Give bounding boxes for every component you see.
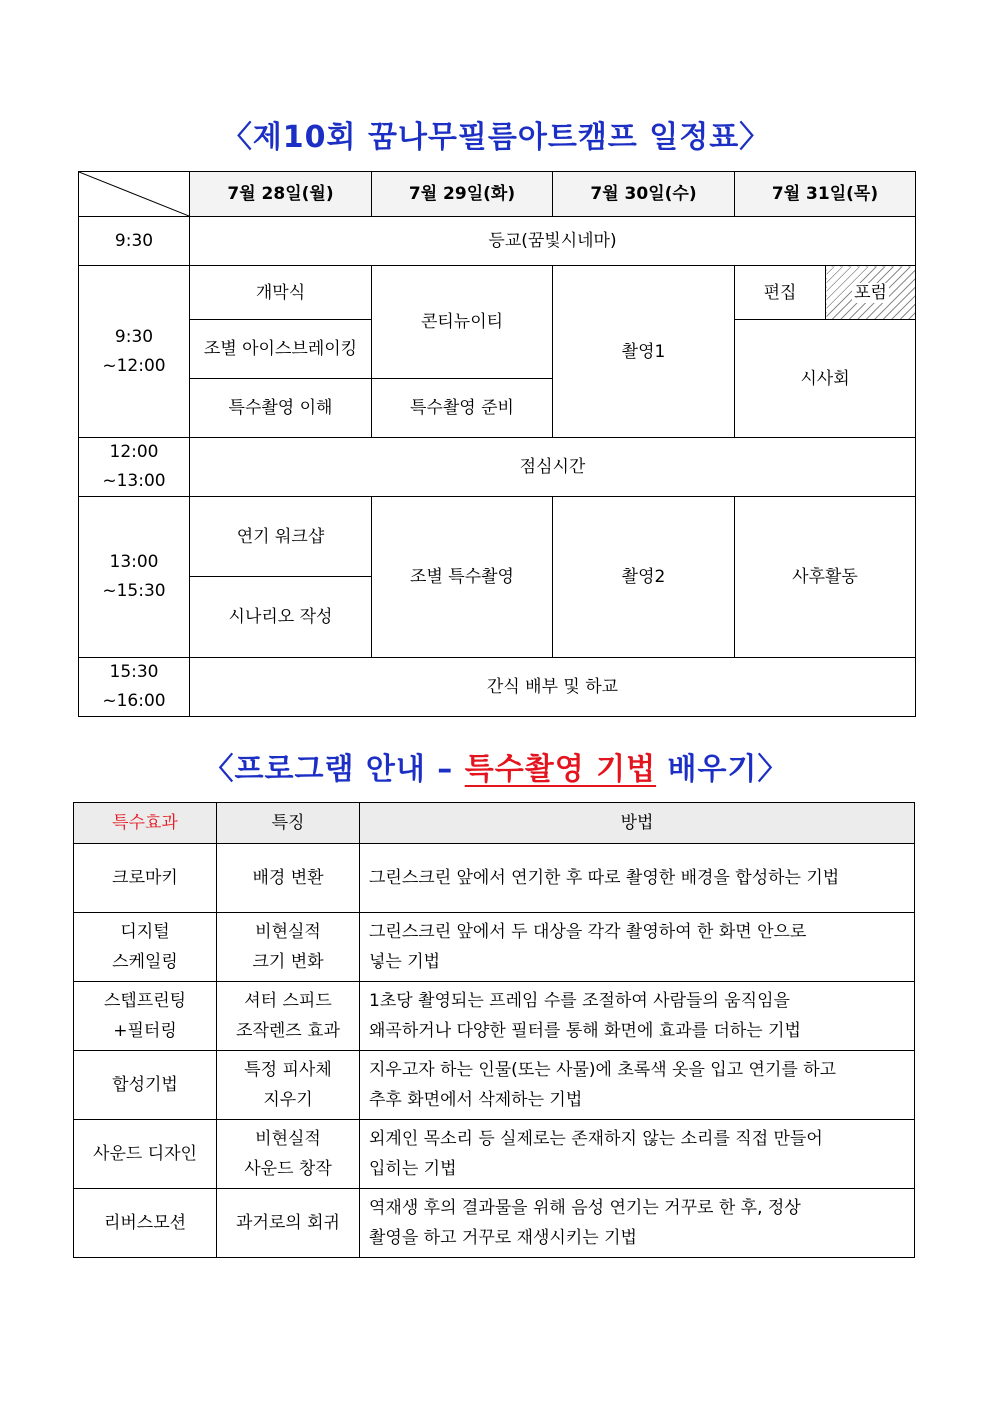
time-end: ~13:00 (102, 471, 166, 491)
effect-cell (74, 913, 217, 982)
feature-cell (217, 1051, 360, 1120)
program-title-suffix: 배우기〉 (656, 752, 789, 787)
method-cell-line: 역재생 후의 결과물을 위해 음성 연기는 거꾸로 한 후, 정상 (369, 1198, 801, 1218)
corner-cell (79, 172, 190, 217)
program-row (74, 1120, 915, 1189)
effect-cell-line: 리버스모션 (103, 1213, 187, 1233)
schedule-header-row (79, 172, 916, 217)
day-header: 7월 28일(월) (190, 172, 372, 217)
feature-cell-line: 비현실적 (255, 1129, 321, 1149)
program-body (74, 844, 915, 1258)
activity-cell: 연기 워크샵 (190, 497, 372, 577)
time-end: ~15:30 (102, 581, 166, 601)
effect-cell (74, 982, 217, 1051)
method-cell-line: 입히는 기법 (369, 1159, 457, 1179)
time-cell (79, 266, 190, 438)
activity-cell: 콘티뉴이티 (372, 266, 553, 379)
schedule-row (79, 658, 916, 717)
feature-cell-line: 특정 피사체 (244, 1060, 332, 1080)
program-row (74, 844, 915, 913)
activity-cell: 시사회 (735, 320, 916, 438)
activity-cell: 특수촬영 준비 (372, 379, 553, 438)
feature-cell (217, 982, 360, 1051)
schedule-title: 〈제10회 꿈나무필름아트캠프 일정표〉 (221, 120, 771, 155)
feature-cell-line: 지우기 (263, 1090, 313, 1110)
feature-cell-line: 과거로의 회귀 (236, 1213, 340, 1233)
method-cell (360, 913, 915, 982)
method-cell-line: 지우고자 하는 인물(또는 사물)에 초록색 옷을 입고 연기를 하고 (369, 1060, 837, 1080)
schedule-row (79, 266, 916, 320)
effect-cell-line: 스케일링 (112, 952, 178, 972)
day-header: 7월 29일(화) (372, 172, 553, 217)
time-end: ~12:00 (102, 355, 166, 376)
method-cell-line: 그린스크린 앞에서 두 대상을 각각 촬영하여 한 화면 안으로 (369, 922, 807, 942)
activity-cell: 사후활동 (735, 497, 916, 658)
activity-cell: 촬영2 (553, 497, 735, 658)
program-table (73, 802, 915, 1258)
header-feature: 특징 (217, 803, 360, 844)
time-cell (79, 658, 190, 717)
program-title-prefix: 〈프로그램 안내 – (203, 752, 465, 787)
activity-cell: 점심시간 (190, 438, 916, 497)
program-row (74, 1189, 915, 1258)
feature-cell-line: 사운드 창작 (244, 1159, 332, 1179)
feature-cell (217, 913, 360, 982)
time-end: ~16:00 (102, 691, 166, 711)
program-row (74, 982, 915, 1051)
schedule-row (79, 438, 916, 497)
method-cell-line: 왜곡하거나 다양한 필터를 통해 화면에 효과를 더하는 기법 (369, 1021, 801, 1041)
header-method: 방법 (360, 803, 915, 844)
method-cell-line: 촬영을 하고 거꾸로 재생시키는 기법 (369, 1228, 637, 1248)
activity-label: 포럼 (854, 282, 887, 303)
effect-cell-line: 합성기법 (112, 1075, 178, 1095)
activity-cell: 조별 아이스브레이킹 (190, 320, 372, 379)
feature-cell-line: 비현실적 (255, 922, 321, 942)
method-cell-line: 외계인 목소리 등 실제로는 존재하지 않는 소리를 직접 만들어 (369, 1129, 823, 1149)
method-cell-line: 1초당 촬영되는 프레임 수를 조절하여 사람들의 움직임을 (369, 991, 790, 1011)
header-effect: 특수효과 (74, 803, 217, 844)
activity-cell: 조별 특수촬영 (372, 497, 553, 658)
diagonal-line (79, 172, 189, 216)
activity-cell: 시나리오 작성 (190, 577, 372, 658)
activity-cell-hatched (826, 266, 916, 320)
feature-cell (217, 1120, 360, 1189)
time-start: 15:30 (109, 662, 159, 682)
effect-cell-line: 스텝프린팅 (103, 991, 187, 1011)
feature-cell-line: 셔터 스피드 (244, 991, 332, 1011)
time-start: 9:30 (114, 326, 154, 347)
schedule-row (79, 217, 916, 266)
method-cell (360, 844, 915, 913)
effect-cell-line: +필터링 (113, 1021, 177, 1041)
feature-cell-line: 조작렌즈 효과 (236, 1021, 340, 1041)
program-header-row (74, 803, 915, 844)
method-cell (360, 1120, 915, 1189)
activity-cell: 개막식 (190, 266, 372, 320)
effect-cell (74, 1051, 217, 1120)
method-cell (360, 1189, 915, 1258)
time-start: 13:00 (109, 552, 159, 572)
activity-cell: 등교(꿈빛시네마) (190, 217, 916, 266)
activity-cell: 촬영1 (553, 266, 735, 438)
activity-cell: 편집 (735, 266, 826, 320)
method-cell (360, 1051, 915, 1120)
effect-cell (74, 844, 217, 913)
feature-cell (217, 844, 360, 913)
day-header: 7월 31일(목) (735, 172, 916, 217)
method-cell-line: 그린스크린 앞에서 연기한 후 따로 촬영한 배경을 합성하는 기법 (369, 868, 840, 888)
time-cell: 9:30 (79, 217, 190, 266)
method-cell-line: 추후 화면에서 삭제하는 기법 (369, 1090, 583, 1110)
time-cell (79, 497, 190, 658)
effect-cell-line: 크로마키 (112, 868, 178, 888)
feature-cell-line: 크기 변화 (252, 952, 324, 972)
day-header: 7월 30일(수) (553, 172, 735, 217)
schedule-row (79, 497, 916, 577)
method-cell-line: 넣는 기법 (369, 952, 441, 972)
feature-cell (217, 1189, 360, 1258)
effect-cell (74, 1189, 217, 1258)
activity-cell: 간식 배부 및 하교 (190, 658, 916, 717)
program-row (74, 1051, 915, 1120)
program-title (0, 744, 992, 788)
effect-cell-line: 디지털 (120, 922, 170, 942)
time-cell (79, 438, 190, 497)
program-row (74, 913, 915, 982)
effect-cell-line: 사운드 디자인 (93, 1144, 197, 1164)
feature-cell-line: 배경 변환 (252, 868, 324, 888)
effect-cell (74, 1120, 217, 1189)
time-start: 12:00 (109, 442, 159, 462)
activity-cell: 특수촬영 이해 (190, 379, 372, 438)
program-title-highlight: 특수촬영 기법 (464, 752, 657, 787)
schedule-table (78, 171, 916, 717)
method-cell (360, 982, 915, 1051)
